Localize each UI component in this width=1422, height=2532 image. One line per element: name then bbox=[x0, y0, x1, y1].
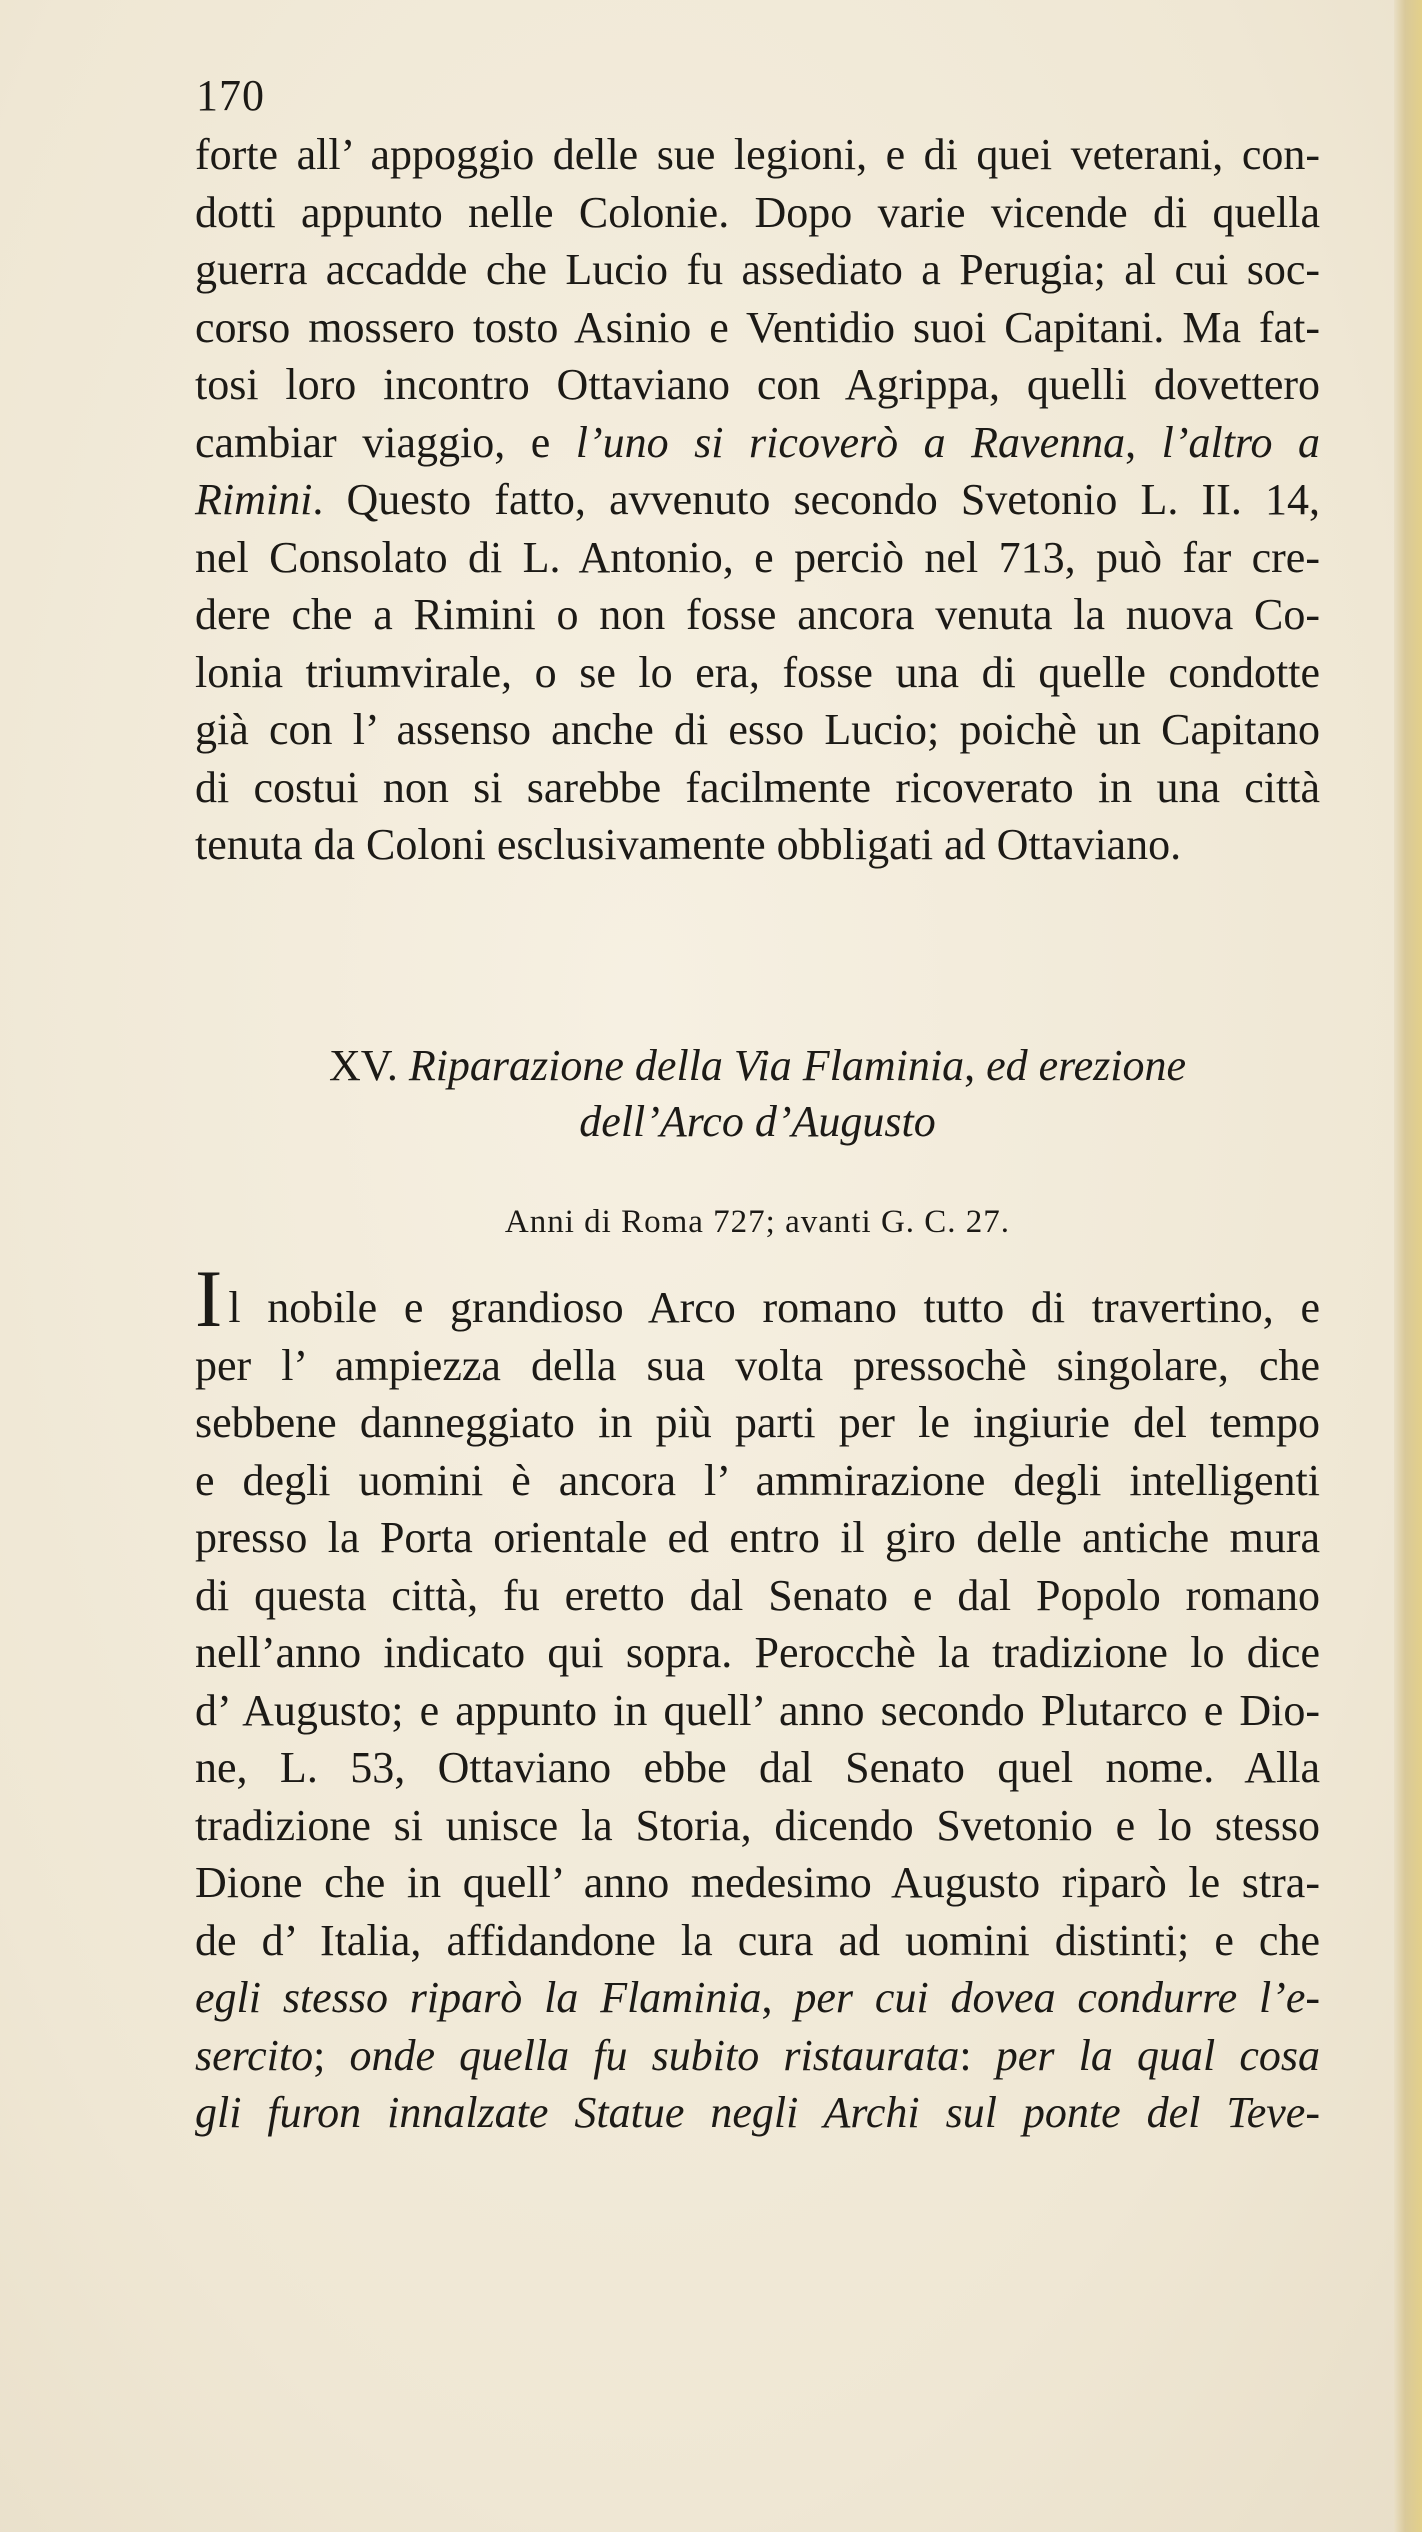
text-run: presso la Porta orientale ed entro il giro delle antiche mura bbox=[195, 1513, 1320, 1562]
text-line bbox=[195, 356, 1320, 414]
text-line bbox=[195, 1797, 1320, 1855]
text-run: . Questo fatto, avvenuto secondo Svetonio L. II. 14, bbox=[312, 475, 1320, 524]
text-run: dere che a Rimini o non fosse ancora venuta la nuova Co- bbox=[195, 590, 1320, 639]
text-run: Dione che in quell’ anno medesimo Augusto riparò le stra- bbox=[195, 1858, 1320, 1907]
text-line bbox=[195, 471, 1320, 529]
text-run: ; bbox=[313, 2030, 350, 2080]
text-line bbox=[195, 529, 1320, 587]
text-line bbox=[195, 1394, 1320, 1452]
text-run: tradizione si unisce la Storia, dicendo Svetonio e lo stesso bbox=[195, 1800, 1320, 1850]
page-edge bbox=[1394, 0, 1422, 2532]
text-run: l’altro a bbox=[1161, 417, 1321, 467]
paragraph-1 bbox=[195, 126, 1320, 874]
text-run: , bbox=[761, 1973, 795, 2022]
text-run: , bbox=[1125, 417, 1162, 467]
text-run: nel Consolato di L. Antonio, e perciò nel 713, può far cre- bbox=[195, 532, 1320, 582]
text-run: e degli uomini è ancora l’ ammirazione degli intelligenti bbox=[195, 1455, 1320, 1505]
text-line bbox=[195, 816, 1320, 874]
text-run: dell’Arco d’Augusto bbox=[579, 1097, 936, 1146]
text-line bbox=[195, 299, 1320, 357]
text-line bbox=[195, 1739, 1320, 1797]
text-run: ne, L. 53, Ottaviano ebbe dal Senato quel nome. Alla bbox=[195, 1743, 1320, 1792]
text-line bbox=[195, 126, 1320, 184]
page-number: 170 bbox=[196, 71, 265, 120]
text-line bbox=[195, 644, 1320, 702]
text-run: cambiar viaggio, e bbox=[195, 417, 576, 467]
text-run: gli furon innalzate Statue negli Archi sul ponte del Teve- bbox=[195, 2088, 1320, 2137]
text-run: già con l’ assenso anche di esso Lucio; poichè un Capitano bbox=[195, 705, 1320, 754]
text-run: sebbene danneggiato in più parti per le ingiurie del tempo bbox=[195, 1398, 1320, 1447]
text-run: guerra accadde che Lucio fu assediato a Perugia; al cui soc- bbox=[195, 245, 1320, 294]
text-line bbox=[195, 1567, 1320, 1625]
text-run: di costui non si sarebbe facilmente ricoverato in una città bbox=[195, 762, 1320, 812]
text-run: : bbox=[959, 2030, 996, 2080]
text-run: tosi loro incontro Ottaviano con Agrippa, quelli dovettero bbox=[195, 360, 1320, 409]
text-run: l’uno si ricoverò a Ravenna bbox=[575, 417, 1126, 467]
text-run: di questa città, fu eretto dal Senato e dal Popolo romano bbox=[195, 1570, 1320, 1620]
text-run: dotti appunto nelle Colonie. Dopo varie vicende di quella bbox=[195, 187, 1320, 237]
text-run: per l’ ampiezza della sua volta pressochè singolare, che bbox=[195, 1340, 1320, 1390]
text-run: egli stesso riparò la Flaminia bbox=[195, 1973, 762, 2022]
text-run: sercito bbox=[195, 2030, 314, 2080]
text-line bbox=[195, 1509, 1320, 1567]
text-run: XV. bbox=[328, 1041, 409, 1090]
text-run: d’ Augusto; e appunto in quell’ anno secondo Plutarco e Dio- bbox=[195, 1685, 1320, 1735]
text-run: per la qual cosa bbox=[995, 2030, 1320, 2080]
text-run: nell’anno indicato qui sopra. Perocchè la tradizione lo dice bbox=[195, 1628, 1320, 1677]
text-run: forte all’ appoggio delle sue legioni, e di quei veterani, con- bbox=[195, 130, 1320, 179]
text-run: Rimini bbox=[195, 475, 313, 524]
text-run: l nobile e grandioso Arco romano tutto di travertino, e bbox=[228, 1283, 1320, 1332]
text-line bbox=[195, 586, 1320, 644]
text-line bbox=[195, 1912, 1320, 1970]
drop-cap: I bbox=[195, 1253, 223, 1344]
text-line bbox=[195, 184, 1320, 242]
paragraph-2 bbox=[195, 1253, 1321, 2142]
text-line bbox=[195, 1452, 1320, 1510]
text-line bbox=[195, 1969, 1320, 2027]
text-run: onde quella fu subito ristaurata bbox=[349, 2030, 960, 2080]
text-line bbox=[195, 2027, 1320, 2085]
section-dateline: Anni di Roma 727; avanti G. C. 27. bbox=[504, 1204, 1011, 1240]
text-line bbox=[195, 701, 1320, 759]
section-heading-line-1 bbox=[195, 1040, 1320, 1091]
text-run: , bbox=[964, 1041, 987, 1090]
text-line bbox=[195, 1682, 1320, 1740]
text-line bbox=[195, 2084, 1320, 2142]
text-run: Riparazione della Via Flaminia bbox=[408, 1041, 965, 1090]
text-line bbox=[195, 241, 1320, 299]
text-line bbox=[195, 759, 1320, 817]
text-line bbox=[195, 414, 1320, 472]
text-run: corso mossero tosto Asinio e Ventidio suoi Capitani. Ma fat- bbox=[195, 302, 1320, 352]
text-run: ed erezione bbox=[986, 1041, 1187, 1090]
text-run: tenuta da Coloni esclusivamente obbligati ad Ottaviano. bbox=[195, 820, 1182, 869]
text-line bbox=[195, 1337, 1320, 1395]
text-run: lonia triumvirale, o se lo era, fosse una di quelle condotte bbox=[195, 647, 1320, 697]
section-heading-line-2 bbox=[195, 1096, 1320, 1147]
text-line bbox=[195, 1253, 1320, 1344]
text-run: de d’ Italia, affidandone la cura ad uomini distinti; e che bbox=[195, 1915, 1320, 1965]
text-line bbox=[195, 1624, 1320, 1682]
text-run: per cui dovea condurre l’e- bbox=[794, 1973, 1321, 2022]
text-line bbox=[195, 1854, 1320, 1912]
